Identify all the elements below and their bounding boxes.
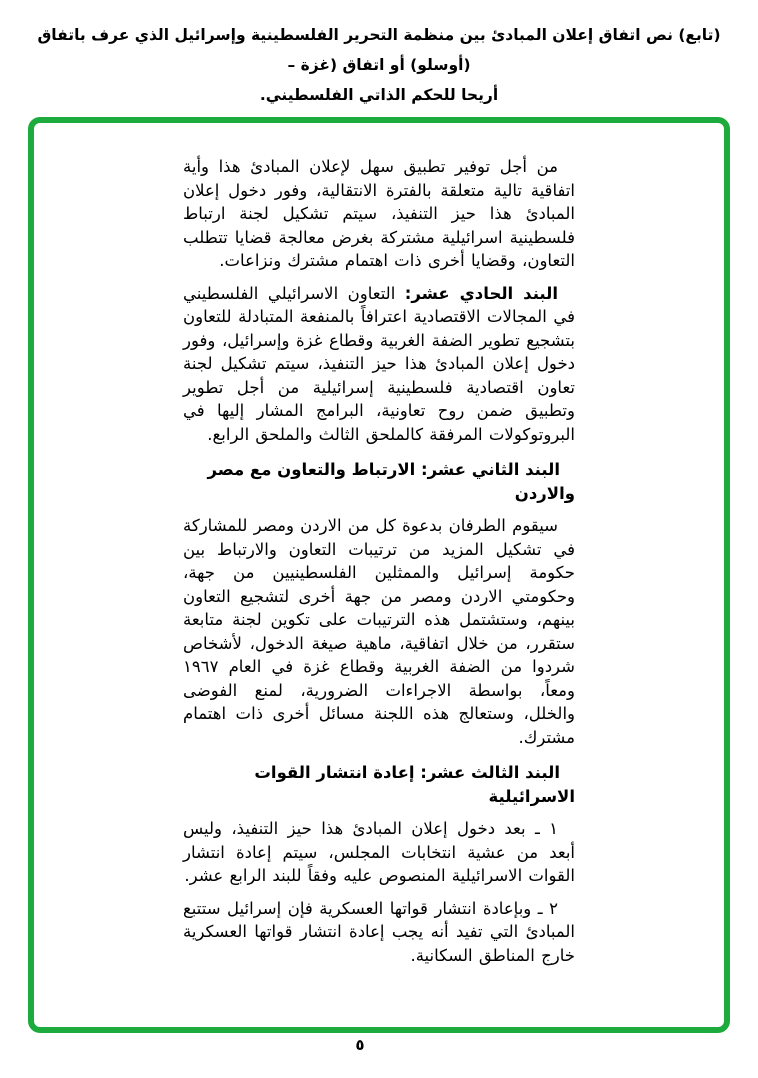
heading-clause-13: البند الثالث عشر: إعادة انتشار القوات الاسرائيلية xyxy=(254,763,575,806)
document-title-line-1: (تابع) نص اتفاق إعلان المبادئ بين منظمة التحرير الفلسطينية وإسرائيل الذي عرف باتفاق (أوسلو) أو اتفاق (غزة – xyxy=(37,26,721,74)
document-title-line-2: أريحا للحكم الذاتي الفلسطيني. xyxy=(259,86,499,104)
paragraph-clause-12: سيقوم الطرفان بدعوة كل من الاردن ومصر للمشاركة في تشكيل المزيد من ترتيبات التعاون والارتباط بين حكومة إسرائيل والممثلين الفلسطينيين من جهة، وحكومتي الاردن ومصر من جهة أخرى لتشجيع التعاون بينهم، وستشتمل هذه الترتيبات على تكوين لجنة متابعة ستقرر، من خلال اتفاقية، ماهية صيغة الدخول، لأشخاص شردوا من الضفة الغربية وقطاع غزة في العام ١٩٦٧ ومعاً، بواسطة الاجراءات الضرورية، لمنع الفوضى والخلل، وستعالج هذه اللجنة مسائل أخرى ذات اهتمام مشترك. xyxy=(183,516,575,747)
paragraph-clause-11 xyxy=(183,282,575,447)
green-border-frame xyxy=(28,117,730,1033)
heading-clause-12: البند الثاني عشر: الارتباط والتعاون مع مصر والاردن xyxy=(207,460,575,503)
clause-11-label: البند الحادي عشر: xyxy=(404,283,559,303)
paragraph-liaison-committee: من أجل توفير تطبيق سهل لإعلان المبادئ هذا وأية اتفاقية تالية متعلقة بالفترة الانتقالية، وفور دخول إعلان المبادئ هذا حيز التنفيذ، سيتم تشكيل لجنة ارتباط فلسطينية اسرائيلية مشتركة بغرض معالجة قضايا تتطلب التعاون، وقضايا أخرى ذات اهتمام مشترك ونزاعات. xyxy=(183,157,575,270)
document-body xyxy=(183,123,575,967)
page-number: ٥ xyxy=(355,1036,365,1054)
clause-11-text: التعاون الاسرائيلي الفلسطيني في المجالات الاقتصادية اعترافاً بالمنفعة المتبادلة للتعاون بتشجيع تطوير الضفة الغربية وقطاع غزة وإسرائيل، وفور دخول إعلان المبادئ هذا حيز التنفيذ، سيتم تشكيل لجنة تعاون اقتصادية فلسطينية إسرائيلية من أجل تطوير وتطبيق ضمن روح تعاونية، البرامج المشار إليها في البروتوكولات المرفقة كالملحق الثالث والملحق الرابع. xyxy=(183,283,575,444)
page-header xyxy=(24,20,734,132)
paragraph-clause-13-item-1: ١ ـ بعد دخول إعلان المبادئ هذا حيز التنفيذ، وليس أبعد من عشية انتخابات المجلس، سيتم إعادة انتشار القوات الاسرائيلية المنصوص عليه وفقاً للبند الرابع عشر. xyxy=(183,819,575,885)
paragraph-clause-13-item-2: ٢ ـ وبإعادة انتشار قواتها العسكرية فإن إسرائيل ستتبع المبادئ التي تفيد أنه يجب إعادة انتشار قواتها العسكرية خارج المناطق السكانية. xyxy=(183,898,575,965)
document-title xyxy=(24,20,734,110)
